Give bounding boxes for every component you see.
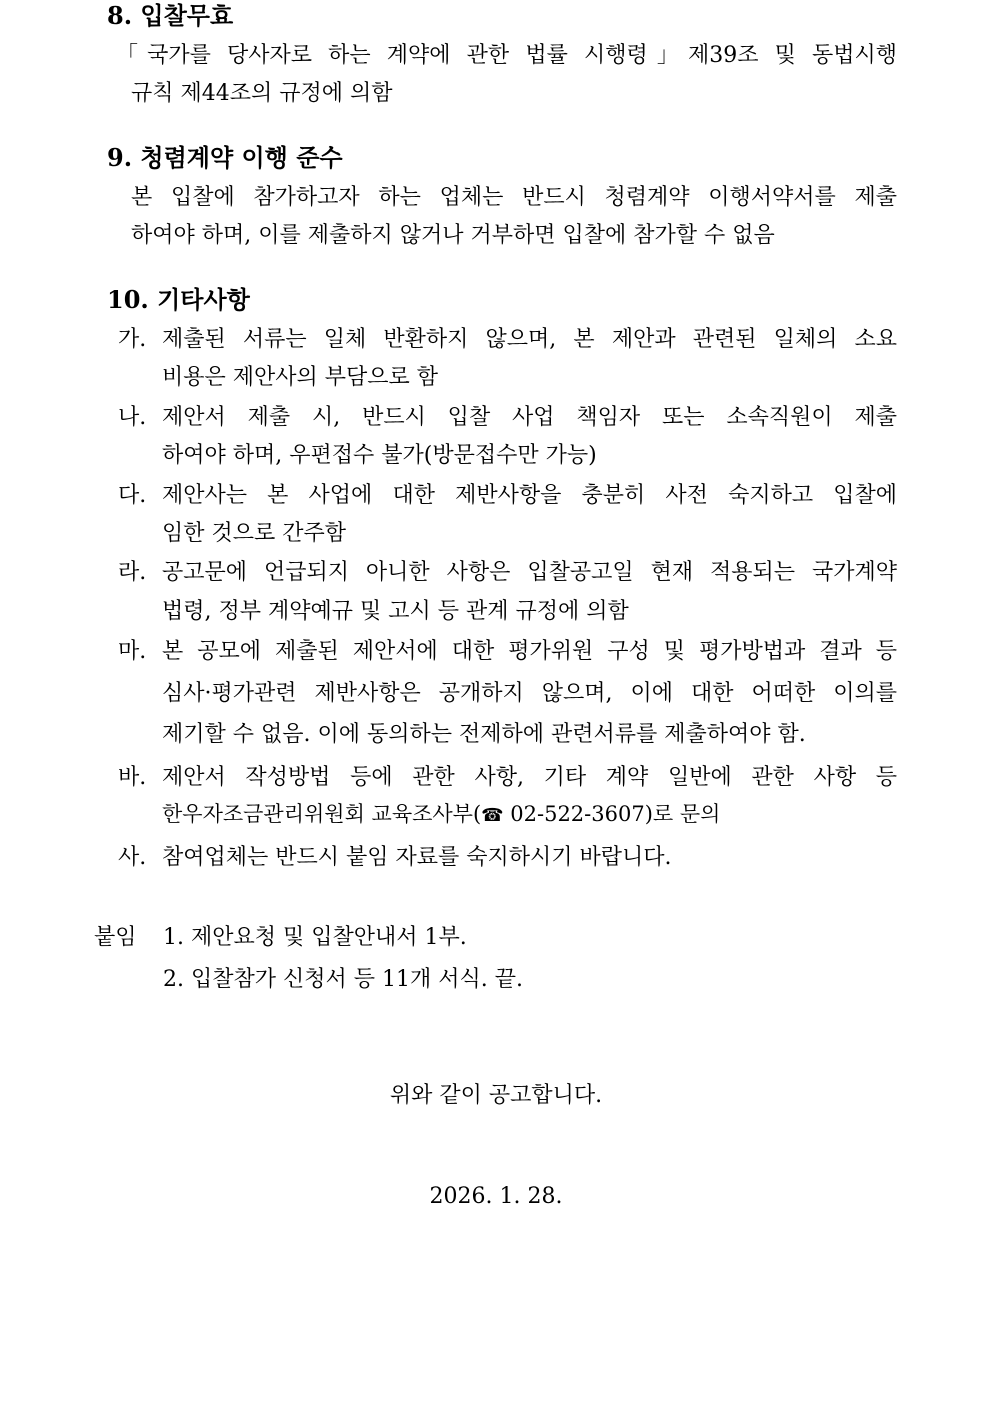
contact-phone: 02-522-3607)로 문의: [503, 802, 721, 826]
section-8-line-1: 「국가를 당사자로 하는 계약에 관한 법률 시행령」제39조 및 동법시행: [116, 43, 897, 68]
item-ga-marker: 가.: [118, 327, 147, 352]
item-da-line-1: 제안사는 본 사업에 대한 제반사항을 충분히 사전 숙지하고 입찰에: [162, 483, 897, 508]
item-ra-marker: 라.: [118, 560, 147, 585]
item-ba-line-1: 제안서 작성방법 등에 관한 사항, 기타 계약 일반에 관한 사항 등: [162, 765, 897, 790]
section-8-title: 8. 입찰무효: [107, 1, 234, 30]
item-ba-contact-line: [162, 798, 720, 828]
attachments-label: 붙임: [94, 925, 137, 950]
item-na-marker: 나.: [118, 405, 147, 430]
item-ra-line-2: 법령, 정부 계약예규 및 고시 등 관계 규정에 의함: [162, 599, 629, 624]
item-ba-marker: 바.: [118, 765, 147, 790]
item-na-line-2: 하여야 하며, 우편접수 불가(방문접수만 가능): [162, 443, 597, 468]
item-sa-marker: 사.: [118, 845, 147, 870]
section-9-title: 9. 청렴계약 이행 준수: [107, 143, 343, 172]
item-da-marker: 다.: [118, 483, 147, 508]
attachment-item-2: 2. 입찰참가 신청서 등 11개 서식. 끝.: [163, 967, 523, 992]
item-na-line-1: 제안서 제출 시, 반드시 입찰 사업 책임자 또는 소속직원이 제출: [162, 405, 897, 430]
section-8-line-2: 규칙 제44조의 규정에 의함: [131, 81, 393, 106]
item-ga-line-1: 제출된 서류는 일체 반환하지 않으며, 본 제안과 관련된 일체의 소요: [162, 327, 897, 352]
contact-org: 한우자조금관리위원회 교육조사부(: [162, 802, 482, 826]
item-ra-line-1: 공고문에 언급되지 아니한 사항은 입찰공고일 현재 적용되는 국가계약: [162, 560, 897, 585]
section-10-title: 10. 기타사항: [107, 285, 250, 314]
item-da-line-2: 임한 것으로 간주함: [162, 521, 347, 546]
attachment-item-1: 1. 제안요청 및 입찰안내서 1부.: [163, 925, 467, 950]
section-9-line-2: 하여야 하며, 이를 제출하지 않거나 거부하면 입찰에 참가할 수 없음: [131, 223, 775, 248]
item-ga-line-2: 비용은 제안사의 부담으로 함: [162, 365, 439, 390]
closing-statement: 위와 같이 공고합니다.: [389, 1083, 603, 1108]
item-sa-line-1: 참여업체는 반드시 붙임 자료를 숙지하시기 바랍니다.: [162, 845, 672, 870]
item-ma-marker: 마.: [118, 639, 147, 664]
item-ma-line-2: 심사·평가관련 제반사항은 공개하지 않으며, 이에 대한 어떠한 이의를: [162, 681, 897, 706]
announcement-date: 2026. 1. 28.: [429, 1184, 563, 1209]
item-ma-line-1: 본 공모에 제출된 제안서에 대한 평가위원 구성 및 평가방법과 결과 등: [162, 639, 897, 664]
phone-icon: ☎: [481, 805, 504, 826]
item-ma-line-3: 제기할 수 없음. 이에 동의하는 전제하에 관련서류를 제출하여야 함.: [162, 722, 806, 747]
section-9-line-1: 본 입찰에 참가하고자 하는 업체는 반드시 청렴계약 이행서약서를 제출: [131, 185, 897, 210]
